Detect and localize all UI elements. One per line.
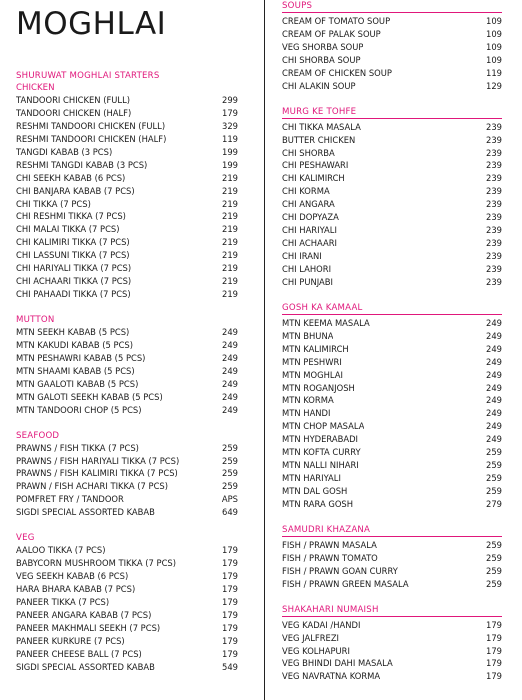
item-price: 249 [486,356,502,367]
menu-item [16,596,238,609]
menu-item [16,339,238,352]
item-price: 179 [486,658,502,669]
menu-item [16,648,238,661]
item-price: 259 [222,481,238,492]
menu-item [16,583,238,596]
item-name: MTN ROGANJOSH [282,382,355,393]
section-seafood [16,430,238,520]
item-name: CHI RESHMI TIKKA (7 PCS) [16,211,126,222]
item-list [282,539,502,591]
menu-item [282,147,502,160]
menu-item [282,330,502,343]
menu-item [16,442,238,455]
right-column [282,0,502,696]
menu-item [16,262,238,275]
section-title: MURG KE TOHFE [282,106,502,119]
item-name: PRAWNS / FISH TIKKA (7 PCS) [16,442,139,453]
item-price: 109 [486,54,502,65]
section-samudri-khazana [282,524,502,591]
item-name: CHI SHORBA [282,147,335,158]
menu-item [16,378,238,391]
item-name: MTN TANDOORI CHOP (5 PCS) [16,404,142,415]
item-name: AALOO TIKKA (7 PCS) [16,545,106,556]
item-name: MTN KOFTA CURRY [282,447,361,458]
item-price: 259 [222,468,238,479]
item-name: TANDOORI CHICKEN (HALF) [16,107,132,118]
item-price: 249 [486,382,502,393]
section-title: SOUPS [282,0,502,13]
menu-item [282,407,502,420]
item-price: 179 [222,558,238,569]
item-name: VEG KOLHAPURI [282,645,350,656]
item-price: 219 [222,172,238,183]
item-price: 179 [222,648,238,659]
menu-item [282,317,502,330]
item-price: 239 [486,121,502,132]
menu-item [16,480,238,493]
menu-item [282,54,502,67]
item-name: MTN HARIYALI [282,473,341,484]
item-name: CHI SHORBA SOUP [282,54,361,65]
menu-item [282,343,502,356]
item-list [16,94,238,301]
item-name: PANEER ANGARA KABAB (7 PCS) [16,609,152,620]
menu-item [16,544,238,557]
menu-item [282,198,502,211]
item-price: 219 [222,263,238,274]
item-price: 249 [486,395,502,406]
item-price: 179 [222,596,238,607]
menu-item [282,15,502,28]
menu-item [16,159,238,172]
menu-item [282,41,502,54]
item-name: RESHMI TANDOORI CHICKEN (FULL) [16,120,166,131]
item-price: 179 [486,645,502,656]
menu-item [282,159,502,172]
section-murg-ke-tohfe [282,106,502,289]
item-price: 239 [486,173,502,184]
menu-item [16,249,238,262]
item-name: VEG NAVRATNA KORMA [282,671,381,682]
item-price: 179 [222,571,238,582]
item-price: 239 [486,238,502,249]
item-name: CHI PESHAWARI [282,160,349,171]
item-name: POMFRET FRY / TANDOOR [16,494,124,505]
menu-item [16,275,238,288]
item-price: 259 [486,565,502,576]
menu-item [282,356,502,369]
item-price: 249 [486,369,502,380]
menu-item [16,404,238,417]
menu-item [16,107,238,120]
item-name: CHI KALIMIRI TIKKA (7 PCS) [16,237,130,248]
menu-item [16,120,238,133]
item-name: CHI IRANI [282,251,322,261]
item-price: 239 [486,199,502,210]
menu-item [282,28,502,41]
section-title: SHAKAHARI NUMAISH [282,604,502,617]
column-divider [264,0,265,700]
item-price: 119 [486,67,502,78]
menu-item [16,467,238,480]
section-title: SAMUDRI KHAZANA [282,524,502,537]
item-name: MTN PESHWRI [282,356,342,367]
menu-item [16,288,238,301]
item-price: 199 [222,159,238,170]
item-name: CHI LASSUNI TIKKA (7 PCS) [16,250,130,261]
left-column [16,70,238,687]
item-price: 239 [486,263,502,274]
item-price: 199 [222,146,238,157]
item-price: 179 [222,107,238,118]
item-price: 249 [222,365,238,376]
item-name: PANEER MAKHMALI SEEKH (7 PCS) [16,622,161,633]
item-price: 259 [222,455,238,466]
item-name: RESHMI TANGDI KABAB (3 PCS) [16,159,148,170]
item-name: CHI KORMA [282,186,330,197]
item-price: 239 [486,160,502,171]
menu-item [16,506,238,519]
menu-item [16,185,238,198]
item-price: 249 [222,339,238,350]
item-list [282,15,502,93]
menu-item [282,134,502,147]
item-name: MTN BHUNA [282,330,334,341]
item-price: 129 [486,80,502,91]
item-price: 219 [222,237,238,248]
item-name: MTN HANDI [282,408,331,419]
item-name: CHI ACHAARI TIKKA (7 PCS) [16,276,132,287]
item-price: 249 [222,352,238,363]
item-name: CHI BANJARA KABAB (7 PCS) [16,185,135,196]
menu-item [16,236,238,249]
menu-item [282,433,502,446]
menu-item [282,276,502,289]
item-name: MTN PESHAWRI KABAB (5 PCS) [16,352,146,363]
menu-item [16,352,238,365]
menu-item [282,250,502,263]
menu-item [282,121,502,134]
item-price: 179 [222,635,238,646]
section-title: GOSH KA KAMAAL [282,302,502,315]
item-price: 299 [222,95,238,105]
menu-item [16,133,238,146]
item-name: FISH / PRAWN GOAN CURRY [282,565,398,576]
menu-item [282,237,502,250]
section-title: SEAFOOD [16,430,60,441]
item-name: CHI PUNJABI [282,276,333,287]
item-price: 219 [222,224,238,235]
item-name: PRAWNS / FISH KALIMIRI TIKKA (7 PCS) [16,468,178,479]
item-price: APS [221,494,238,505]
menu-item [282,67,502,80]
item-price: 109 [486,41,502,52]
item-name: CHI TIKKA (7 PCS) [16,198,91,209]
item-name: CHI HARIYALI TIKKA (7 PCS) [16,263,132,274]
menu-item [282,539,502,552]
item-price: 179 [486,619,502,630]
item-name: MTN GALOTI SEEKH KABAB (5 PCS) [16,391,163,402]
menu-item [282,619,502,632]
item-price: 219 [222,276,238,287]
menu-item [282,211,502,224]
menu-item [282,485,502,498]
item-name: CREAM OF TOMATO SOUP [282,16,391,26]
item-name: MTN RARA GOSH [282,498,354,509]
item-price: 249 [222,378,238,389]
item-name: MTN KALIMIRCH [282,343,349,354]
menu-item [16,198,238,211]
item-price: 259 [486,460,502,471]
item-price: 179 [222,584,238,594]
menu-item [282,263,502,276]
menu-item [16,557,238,570]
item-name: MTN KORMA [282,395,334,406]
item-price: 179 [486,632,502,643]
item-name: SIGDI SPECIAL ASSORTED KABAB [16,507,155,518]
item-name: CHI LAHORI [282,263,332,274]
item-price: 179 [222,622,238,633]
menu-item [16,146,238,159]
menu-item [16,223,238,236]
item-name: MTN MOGHLAI [282,369,343,380]
item-price: 259 [486,473,502,484]
item-price: 279 [486,498,502,509]
item-name: CHI HARIYALI [282,225,337,236]
item-name: CHI KALIMIRCH [282,173,345,184]
item-price: 219 [222,211,238,222]
item-price: 259 [486,486,502,496]
item-price: 259 [486,539,502,550]
item-list [282,317,502,511]
item-price: 249 [486,330,502,341]
item-price: 239 [486,134,502,145]
menu-item [16,635,238,648]
menu-item [16,622,238,635]
item-price: 239 [486,225,502,236]
item-name: VEG SHORBA SOUP [282,41,364,52]
menu-item [16,365,238,378]
item-name: FISH / PRAWN GREEN MASALA [282,578,409,589]
item-name: MTN GAALOTI KABAB (5 PCS) [16,378,139,389]
item-name: MTN NALLI NIHARI [282,460,359,471]
item-name: PRAWNS / FISH HARIYALI TIKKA (7 PCS) [16,455,180,466]
item-price: 179 [222,545,238,556]
menu-item [282,472,502,485]
item-price: 249 [222,327,238,337]
item-name: VEG KADAI /HANDI [282,619,361,630]
section-gosh-ka-kamaal [282,302,502,511]
menu-item [282,552,502,565]
item-price: 249 [486,317,502,328]
menu-item [282,645,502,658]
item-name: CHI SEEKH KABAB (6 PCS) [16,172,126,183]
item-price: 219 [222,289,238,300]
menu-item [282,565,502,578]
item-name: TANGDI KABAB (3 PCS) [16,146,113,157]
item-list [16,442,238,520]
item-name: VEG JALFREZI [282,632,340,643]
item-list [16,544,238,673]
item-name: MTN KAKUDI KABAB (5 PCS) [16,339,134,350]
item-price: 179 [222,609,238,620]
item-price: 179 [486,671,502,682]
item-name: VEG BHINDI DAHI MASALA [282,658,393,669]
item-name: CHI DOPYAZA [282,212,339,223]
menu-item [282,224,502,237]
item-name: VEG SEEKH KABAB (6 PCS) [16,571,129,582]
item-name: SIGDI SPECIAL ASSORTED KABAB [16,661,155,672]
item-name: CHI PAHAADI TIKKA (7 PCS) [16,289,131,300]
section-veg [16,532,238,673]
item-name: PANEER TIKKA (7 PCS) [16,596,110,607]
section-mutton [16,314,238,417]
item-name: FISH / PRAWN MASALA [282,539,377,550]
item-price: 249 [486,343,502,354]
menu-item [282,420,502,433]
menu-item [282,498,502,511]
item-name: MTN CHOP MASALA [282,421,365,432]
item-name: CREAM OF CHICKEN SOUP [282,67,392,78]
item-name: HARA BHARA KABAB (7 PCS) [16,584,136,594]
menu-item [16,391,238,404]
item-price: 239 [486,212,502,223]
menu-item [16,570,238,583]
section-title: VEG [16,533,35,544]
section-title: SHURUWAT MOGHLAI STARTERS [16,71,160,81]
item-price: 109 [486,28,502,39]
item-price: 239 [486,251,502,261]
item-name: PRAWN / FISH ACHARI TIKKA (7 PCS) [16,481,169,492]
menu-item [282,185,502,198]
item-name: RESHMI TANDOORI CHICKEN (HALF) [16,133,167,144]
item-price: 259 [222,442,238,453]
menu-item [282,459,502,472]
menu-item [282,394,502,407]
menu-item [16,493,238,506]
item-price: 109 [486,16,502,26]
section-shakahari-numaish [282,604,502,684]
item-list [282,619,502,684]
item-price: 259 [486,552,502,563]
section-soups [282,0,502,93]
item-price: 249 [222,404,238,415]
item-name: MTN DAL GOSH [282,486,348,496]
menu-item [282,578,502,591]
menu-item [16,210,238,223]
section-subtitle: CHICKEN [16,83,55,93]
menu-item [16,661,238,674]
item-price: 219 [222,250,238,261]
item-price: 259 [486,578,502,589]
item-name: BUTTER CHICKEN [282,134,356,145]
item-name: TANDOORI CHICKEN (FULL) [16,95,131,105]
item-name: BABYCORN MUSHROOM TIKKA (7 PCS) [16,558,177,569]
item-price: 239 [486,147,502,158]
item-name: MTN SEEKH KABAB (5 PCS) [16,327,130,337]
menu-item [282,446,502,459]
item-name: CHI ACHAARI [282,238,337,249]
item-price: 249 [486,434,502,445]
item-name: MTN HYDERABADI [282,434,359,445]
item-price: 119 [222,133,238,144]
item-name: PANEER CHEESE BALL (7 PCS) [16,648,142,659]
page-title: MOGHLAI [16,6,167,42]
item-name: PANEER KURKURE (7 PCS) [16,635,125,646]
item-price: 249 [486,408,502,419]
item-name: MTN KEEMA MASALA [282,317,370,328]
item-name: MTN SHAAMI KABAB (5 PCS) [16,365,135,376]
item-name: CHI ANGARA [282,199,335,210]
item-price: 219 [222,198,238,209]
item-name: CHI MALAI TIKKA (7 PCS) [16,224,120,235]
item-price: 219 [222,185,238,196]
item-name: FISH / PRAWN TOMATO [282,552,378,563]
menu-item [282,172,502,185]
menu-item [282,632,502,645]
section-starters [16,70,238,301]
section-title: MUTTON [16,315,55,325]
item-price: 239 [486,276,502,287]
item-list [282,121,502,289]
menu-item [282,80,502,93]
item-name: CHI TIKKA MASALA [282,121,361,132]
item-list [16,326,238,417]
menu-item [16,609,238,622]
item-name: CHI ALAKIN SOUP [282,80,356,91]
menu-item [282,369,502,382]
item-price: 239 [486,186,502,197]
menu-item [16,326,238,339]
item-price: 249 [486,421,502,432]
item-name: CREAM OF PALAK SOUP [282,28,381,39]
item-price: 329 [222,120,238,131]
item-price: 259 [486,447,502,458]
menu-item [282,657,502,670]
menu-item [282,670,502,683]
menu-item [16,172,238,185]
menu-item [16,94,238,107]
menu-item [282,382,502,395]
item-price: 249 [222,391,238,402]
menu-item [16,455,238,468]
item-price: 549 [222,661,238,672]
item-price: 649 [222,507,238,518]
